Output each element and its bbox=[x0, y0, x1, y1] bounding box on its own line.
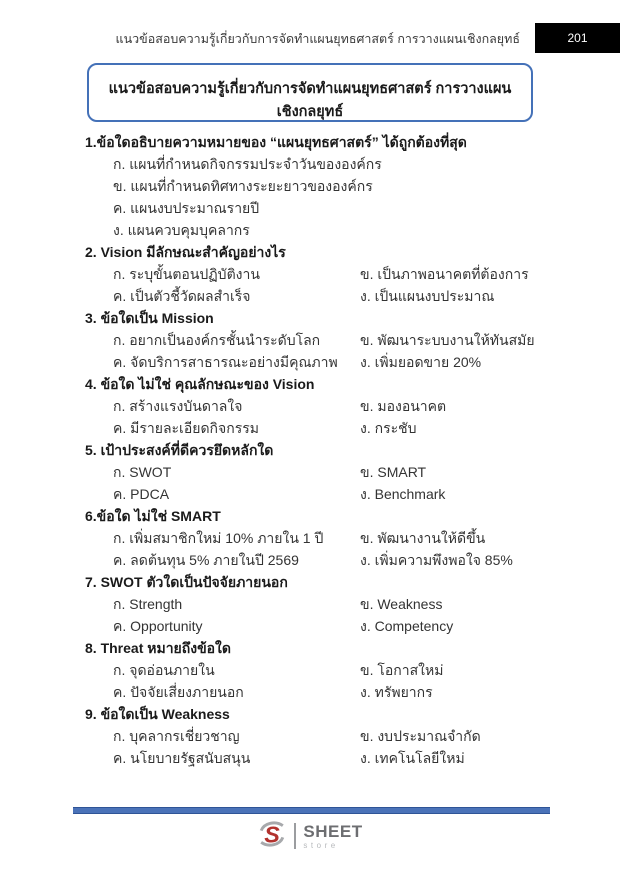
question-block-7 bbox=[85, 571, 537, 637]
option-c: ค. เป็นตัวชี้วัดผลสำเร็จ bbox=[113, 288, 251, 304]
question-text: 3. ข้อใดเป็น Mission bbox=[85, 310, 214, 326]
options bbox=[113, 263, 537, 307]
question-block-3 bbox=[85, 307, 537, 373]
options bbox=[113, 461, 537, 505]
option-b: ข. Weakness bbox=[360, 596, 443, 612]
option-c: ค. แผนงบประมาณรายปี bbox=[113, 200, 260, 216]
question-text: 4. ข้อใด ไม่ใช่ คุณลักษณะของ Vision bbox=[85, 376, 315, 392]
option-c: ค. จัดบริการสาธารณะอย่างมีคุณภาพ bbox=[113, 354, 338, 370]
option-b: ข. มองอนาคต bbox=[360, 398, 447, 414]
option-b: ข. โอกาสใหม่ bbox=[360, 662, 444, 678]
option-c: ค. ลดต้นทุน 5% ภายในปี 2569 bbox=[113, 552, 299, 568]
option-d: ง. ทรัพยากร bbox=[360, 684, 433, 700]
option-a: ก. Strength bbox=[113, 596, 183, 612]
options bbox=[113, 725, 537, 769]
option-d: ง. แผนควบคุมบุคลากร bbox=[113, 222, 250, 238]
option-d: ง. เพิ่มความพึงพอใจ 85% bbox=[360, 552, 513, 568]
options bbox=[113, 395, 537, 439]
question-text: 9. ข้อใดเป็น Weakness bbox=[85, 706, 230, 722]
option-a: ก. ระบุขั้นตอนปฏิบัติงาน bbox=[113, 266, 260, 282]
option-a: ก. จุดอ่อนภายใน bbox=[113, 662, 215, 678]
option-d: ง. เป็นแผนงบประมาณ bbox=[360, 288, 495, 304]
question-block-2 bbox=[85, 241, 537, 307]
sheet-store-logo bbox=[0, 819, 620, 853]
question-block-6 bbox=[85, 505, 537, 571]
option-c: ค. นโยบายรัฐสนับสนุน bbox=[113, 750, 251, 766]
question-list bbox=[85, 131, 537, 769]
question-block-5 bbox=[85, 439, 537, 505]
question-text: 2. Vision มีลักษณะสำคัญอย่างไร bbox=[85, 244, 286, 260]
question-text: 5. เป้าประสงค์ที่ดีควรยึดหลักใด bbox=[85, 442, 274, 458]
option-c: ค. Opportunity bbox=[113, 618, 203, 634]
option-a: ก. สร้างแรงบันดาลใจ bbox=[113, 398, 243, 414]
option-a: ก. SWOT bbox=[113, 464, 172, 480]
options bbox=[113, 527, 537, 571]
question-block-4 bbox=[85, 373, 537, 439]
options bbox=[113, 659, 537, 703]
options bbox=[113, 593, 537, 637]
option-b: ข. SMART bbox=[360, 464, 427, 480]
options bbox=[113, 153, 537, 241]
question-text: 6.ข้อใด ไม่ใช่ SMART bbox=[85, 508, 221, 524]
option-d: ง. กระชับ bbox=[360, 420, 417, 436]
question-block-8 bbox=[85, 637, 537, 703]
option-c: ค. PDCA bbox=[113, 486, 170, 502]
option-c: ค. มีรายละเอียดกิจกรรม bbox=[113, 420, 259, 436]
option-a: ก. อยากเป็นองค์กรชั้นนำระดับโลก bbox=[113, 332, 321, 348]
option-b: ข. เป็นภาพอนาคตที่ต้องการ bbox=[360, 266, 529, 282]
option-a: ก. บุคลากรเชี่ยวชาญ bbox=[113, 728, 240, 744]
option-c: ค. ปัจจัยเสี่ยงภายนอก bbox=[113, 684, 244, 700]
footer-rule bbox=[73, 807, 550, 814]
question-text: 7. SWOT ตัวใดเป็นปัจจัยภายนอก bbox=[85, 574, 288, 590]
option-d: ง. เพิ่มยอดขาย 20% bbox=[360, 354, 482, 370]
option-d: ง. Competency bbox=[360, 618, 454, 634]
svg-text:S: S bbox=[264, 820, 281, 847]
logo-name: SHEET bbox=[303, 821, 363, 841]
option-d: ง. เทคโนโลยีใหม่ bbox=[360, 750, 465, 766]
question-text: 8. Threat หมายถึงข้อใด bbox=[85, 640, 231, 656]
question-text: 1.ข้อใดอธิบายความหมายของ “แผนยุทธศาสตร์” ได้ถูกต้องที่สุด bbox=[85, 134, 467, 150]
option-b: ข. งบประมาณจำกัด bbox=[360, 728, 481, 744]
option-b: ข. พัฒนาระบบงานให้ทันสมัย bbox=[360, 332, 535, 348]
page-number-badge: 201 bbox=[535, 23, 620, 53]
running-header bbox=[0, 23, 620, 53]
question-block-1 bbox=[85, 131, 537, 241]
page-title: แนวข้อสอบความรู้เกี่ยวกับการจัดทำแผนยุทธศาสตร์ การวางแผนเชิงกลยุทธ์ bbox=[108, 81, 512, 120]
logo-s-icon bbox=[257, 818, 287, 855]
title-box bbox=[87, 63, 533, 122]
option-b: ข. พัฒนางานให้ดีขึ้น bbox=[360, 530, 486, 546]
option-a: ก. เพิ่มสมาชิกใหม่ 10% ภายใน 1 ปี bbox=[113, 530, 324, 546]
option-d: ง. Benchmark bbox=[360, 486, 446, 502]
question-block-9 bbox=[85, 703, 537, 769]
logo-subtitle: store bbox=[303, 840, 339, 850]
logo-divider bbox=[294, 823, 296, 849]
header-title: แนวข้อสอบความรู้เกี่ยวกับการจัดทำแผนยุทธศาสตร์ การวางแผนเชิงกลยุทธ์ bbox=[115, 32, 520, 46]
options bbox=[113, 329, 537, 373]
option-b: ข. แผนที่กำหนดทิศทางระยะยาวขององค์กร bbox=[113, 178, 373, 194]
option-a: ก. แผนที่กำหนดกิจกรรมประจำวันขององค์กร bbox=[113, 156, 382, 172]
